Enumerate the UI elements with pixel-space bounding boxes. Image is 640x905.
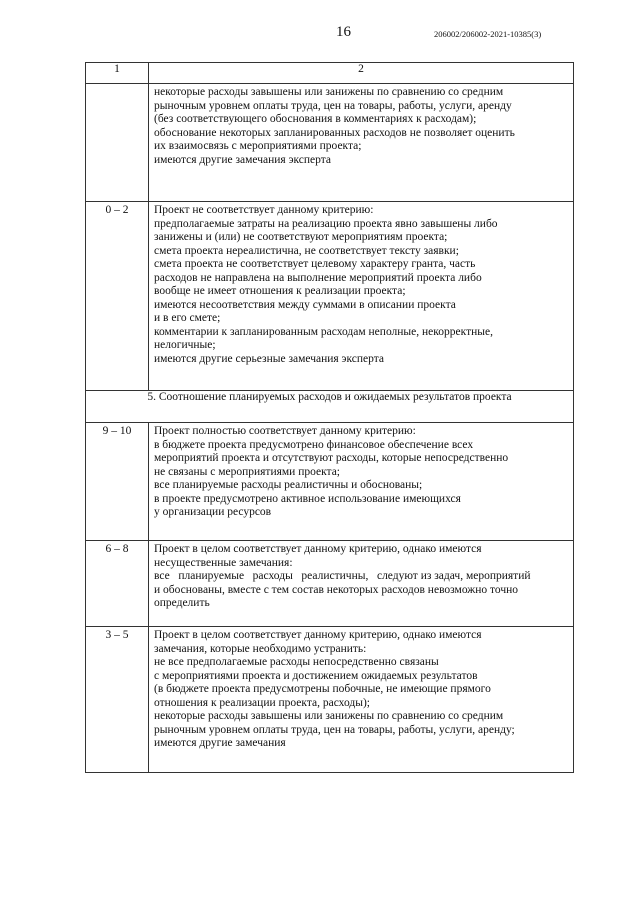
description-cell — [149, 627, 574, 773]
description-line: (без соответствующего обоснования в комментариях к расходам); — [154, 113, 477, 125]
description-line: комментарии к запланированным расходам неполные, некорректные, — [154, 325, 493, 338]
description-line: с мероприятиями проекта и достижением ожидаемых результатов — [154, 669, 478, 682]
score-cell — [86, 202, 149, 391]
score-value: 0 – 2 — [105, 204, 129, 216]
description-cell — [149, 541, 574, 627]
description-line: имеются другие замечания — [154, 737, 286, 749]
description-line: замечания, которые необходимо устранить: — [154, 642, 367, 655]
table-row — [86, 627, 574, 773]
table-row — [86, 84, 574, 202]
score-cell — [86, 84, 149, 202]
description-line: (в бюджете проекта предусмотрены побочные, не имеющие прямого — [154, 683, 491, 695]
score-value: 3 – 5 — [105, 629, 129, 641]
description-line: имеются несоответствия между суммами в описании проекта — [154, 298, 456, 311]
document-id: 206002/206002-2021-10385(3) — [434, 29, 542, 39]
description-line: нелогичные; — [154, 339, 216, 351]
description-line: и в его смете; — [154, 312, 221, 324]
description-line: имеются другие замечания эксперта — [154, 153, 332, 166]
table-row — [86, 202, 574, 391]
score-cell — [86, 541, 149, 627]
description-line: не связаны с мероприятиями проекта; — [154, 465, 340, 478]
description-line: мероприятий проекта и отсутствуют расходы, которые непосредственно — [154, 452, 509, 464]
description-line: Проект в целом соответствует данному критерию, однако имеются — [154, 543, 482, 555]
description-line: предполагаемые затраты на реализацию проекта явно завышены либо — [154, 217, 498, 230]
description-cell — [149, 423, 574, 541]
score-cell — [86, 423, 149, 541]
description-line: занижены и (или) не соответствуют мероприятиям проекта; — [154, 231, 448, 243]
score-value: 9 – 10 — [102, 425, 132, 437]
column-header-1: 1 — [86, 63, 149, 84]
description-line: рыночным уровнем оплаты труда, цен на товары, работы, услуги, аренду — [154, 99, 512, 112]
description-line: все планируемые расходы реалистичны и обоснованы; — [154, 479, 423, 491]
description-line: некоторые расходы завышены или занижены по сравнению со средним — [154, 710, 504, 722]
description-line: и обоснованы, вместе с тем состав некоторых расходов невозможно точно — [154, 583, 519, 596]
description-line: смета проекта нереалистична, не соответствует тексту заявки; — [154, 244, 459, 257]
description-line: имеются другие серьезные замечания эксперта — [154, 352, 385, 365]
description-line: Проект полностью соответствует данному критерию: — [154, 425, 416, 437]
description-line: несущественные замечания: — [154, 556, 293, 569]
table-header-row — [86, 63, 574, 84]
section-title: 5. Соотношение планируемых расходов и ожидаемых результатов проекта — [86, 391, 574, 423]
score-cell — [86, 627, 149, 773]
table-row — [86, 541, 574, 627]
description-cell — [149, 84, 574, 202]
description-line: не все предполагаемые расходы непосредственно связаны — [154, 656, 439, 668]
column-header-2: 2 — [149, 63, 574, 84]
description-line: обоснование некоторых запланированных расходов не позволяет оценить — [154, 126, 515, 139]
description-line: определить — [154, 597, 210, 609]
criteria-table — [85, 62, 574, 773]
description-cell — [149, 202, 574, 391]
score-value: 6 – 8 — [105, 543, 129, 555]
description-line: в проекте предусмотрено активное использование имеющихся — [154, 492, 461, 505]
description-line: все планируемые расходы реалистичны, следуют из задач, мероприятий — [154, 570, 531, 582]
description-line: смета проекта не соответствует целевому характеру гранта, часть — [154, 258, 476, 270]
description-line: расходов не направлена на выполнение мероприятий проекта либо — [154, 271, 482, 284]
description-line: некоторые расходы завышены или занижены по сравнению со средним — [154, 86, 504, 98]
description-line: Проект в целом соответствует данному критерию, однако имеются — [154, 629, 482, 641]
table-row — [86, 423, 574, 541]
description-line: Проект не соответствует данному критерию: — [154, 204, 374, 216]
description-line: у организации ресурсов — [154, 506, 272, 518]
description-line: отношения к реализации проекта, расходы); — [154, 696, 370, 709]
score-value — [86, 84, 148, 86]
description-line: вообще не имеет отношения к реализации проекта; — [154, 285, 406, 297]
section-row — [86, 391, 574, 423]
description-line: рыночным уровнем оплаты труда, цен на товары, работы, услуги, аренду; — [154, 723, 515, 736]
description-line: в бюджете проекта предусмотрено финансовое обеспечение всех — [154, 438, 474, 451]
page-number: 16 — [336, 24, 351, 40]
description-line: их взаимосвязь с мероприятиями проекта; — [154, 140, 362, 152]
